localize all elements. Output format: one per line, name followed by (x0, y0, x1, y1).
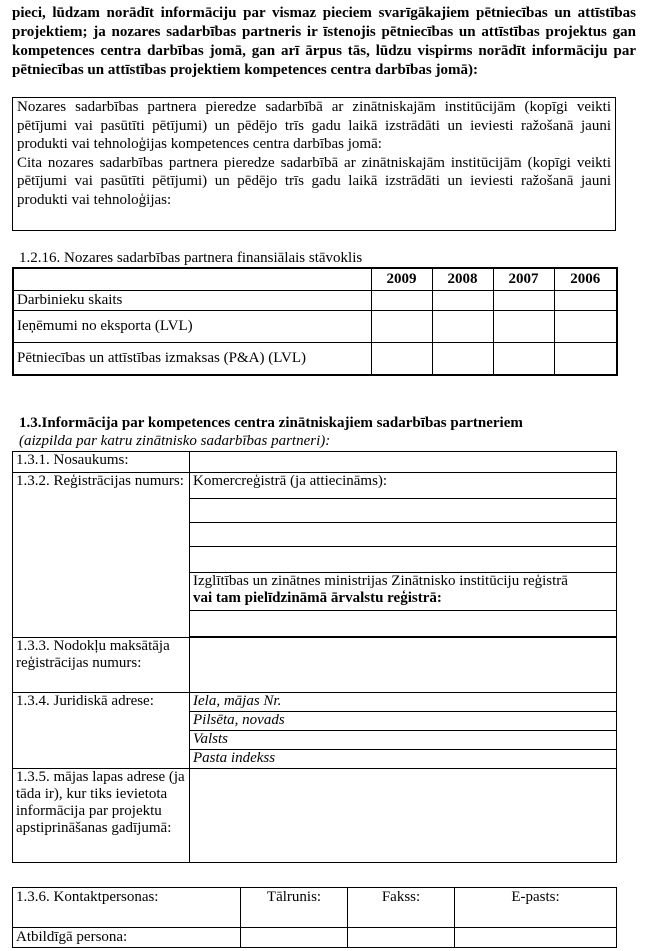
scientific-partner-table (12, 451, 617, 863)
legal-address-label: 1.3.4. Juridiskā adrese: (13, 693, 190, 769)
section-subtitle: (aizpilda par katru zinātnisko sadarbības partneri): (19, 433, 331, 449)
table-row (13, 928, 617, 948)
tax-number-field[interactable] (190, 638, 617, 693)
row-label-employees: Darbinieku skaits (13, 290, 371, 310)
commercial-register-field[interactable] (190, 523, 617, 547)
financial-cell[interactable] (371, 290, 432, 310)
financial-cell[interactable] (371, 342, 432, 375)
year-header: 2007 (493, 268, 554, 290)
year-header: 2009 (371, 268, 432, 290)
table-row (13, 638, 617, 693)
financial-caption: 1.2.16. Nozares sadarbības partnera finansiālais stāvoklis (19, 250, 363, 266)
experience-within-domain: Nozares sadarbības partnera pieredze sadarbībā ar zinātniskajām institūcijām (kopīgi veikti pētījumi vai pasūtīti pētījumi) un pēdējo trīs gadu laikā izstrādāti un ieviesti ražošanā jauni produkti vai tehnoloģijas kompetences centra darbības jomā: (17, 99, 611, 152)
table-row (13, 452, 617, 473)
ministry-register-label (190, 573, 617, 611)
table-row (13, 290, 617, 310)
financial-table (12, 267, 618, 376)
financial-cell[interactable] (493, 342, 554, 375)
financial-header-empty (13, 268, 371, 290)
row-label-rnd-costs: Pētniecības un attīstības izmaksas (P&A) (LVL) (13, 342, 371, 375)
contacts-label: 1.3.6. Kontaktpersonas: (13, 888, 241, 928)
reg-number-label: 1.3.2. Reģistrācijas numurs: (13, 473, 190, 638)
ministry-register-text: Izglītības un zinātnes ministrijas Zinātnisko institūciju reģistrā (193, 573, 568, 589)
year-header: 2006 (554, 268, 617, 290)
table-row (13, 693, 617, 712)
tax-number-label: 1.3.3. Nodokļu maksātāja reģistrācijas numurs: (13, 638, 190, 693)
financial-cell[interactable] (432, 310, 493, 342)
address-street-field[interactable]: Iela, mājas Nr. (190, 693, 617, 712)
name-field[interactable] (190, 452, 617, 473)
table-row (13, 310, 617, 342)
website-field[interactable] (190, 769, 617, 863)
address-postcode-field[interactable]: Pasta indekss (190, 750, 617, 769)
table-row (13, 473, 617, 499)
address-city-field[interactable]: Pilsēta, novads (190, 712, 617, 731)
financial-cell[interactable] (432, 342, 493, 375)
financial-cell[interactable] (554, 290, 617, 310)
website-label: 1.3.5. mājas lapas adrese (ja tāda ir), kur tiks ievietota informācija par projektu apstiprināšanas gadījumā: (13, 769, 190, 863)
financial-cell[interactable] (554, 310, 617, 342)
year-header: 2008 (432, 268, 493, 290)
commercial-register-field[interactable] (190, 547, 617, 573)
financial-cell[interactable] (371, 310, 432, 342)
financial-cell[interactable] (554, 342, 617, 375)
commercial-register-label: Komercreģistrā (ja attiecināms): (190, 473, 617, 499)
table-row (13, 342, 617, 375)
intro-paragraph: pieci, lūdzam norādīt informāciju par vismaz pieciem svarīgākajiem pētniecības un attīstības projektiem; ja nozares sadarbības partneris ir īstenojis pētniecības un attīstības projektus gan kompetences centra darbības jomā, gan arī ārpus tās, lūdzu vispirms norādīt informāciju par pētniecības un attīstības projektiem kompetences centra darbības jomā): (12, 5, 636, 78)
email-header: E-pasts: (455, 888, 617, 928)
financial-cell[interactable] (432, 290, 493, 310)
table-row (13, 888, 617, 928)
ministry-register-field[interactable] (190, 611, 617, 637)
address-country-field[interactable]: Valsts (190, 731, 617, 750)
name-label: 1.3.1. Nosaukums: (13, 452, 190, 473)
email-field[interactable] (455, 928, 617, 948)
table-row (13, 769, 617, 863)
phone-field[interactable] (241, 928, 348, 948)
responsible-person-label: Atbildīgā persona: (13, 928, 241, 948)
financial-header-row (13, 268, 617, 290)
row-label-export-revenue: Ieņēmumi no eksporta (LVL) (13, 310, 371, 342)
foreign-register-text: vai tam pielīdzināmā ārvalstu reģistrā: (193, 590, 442, 606)
financial-cell[interactable] (493, 310, 554, 342)
commercial-register-field[interactable] (190, 499, 617, 523)
fax-header: Fakss: (348, 888, 455, 928)
fax-field[interactable] (348, 928, 455, 948)
financial-cell[interactable] (493, 290, 554, 310)
partner-experience-box[interactable] (12, 97, 616, 231)
contacts-table (12, 887, 617, 948)
phone-header: Tālrunis: (241, 888, 348, 928)
experience-other: Cita nozares sadarbības partnera pieredze sadarbībā ar zinātniskajām institūcijām (kopīgi veikti pētījumi vai pasūtīti pētījumi) un pēdējo trīs gadu laikā izstrādāti un ieviesti ražošanā jauni produkti vai tehnoloģijas: (17, 154, 611, 208)
section-title: 1.3.Informācija par kompetences centra zinātniskajiem sadarbības partneriem (19, 415, 523, 431)
